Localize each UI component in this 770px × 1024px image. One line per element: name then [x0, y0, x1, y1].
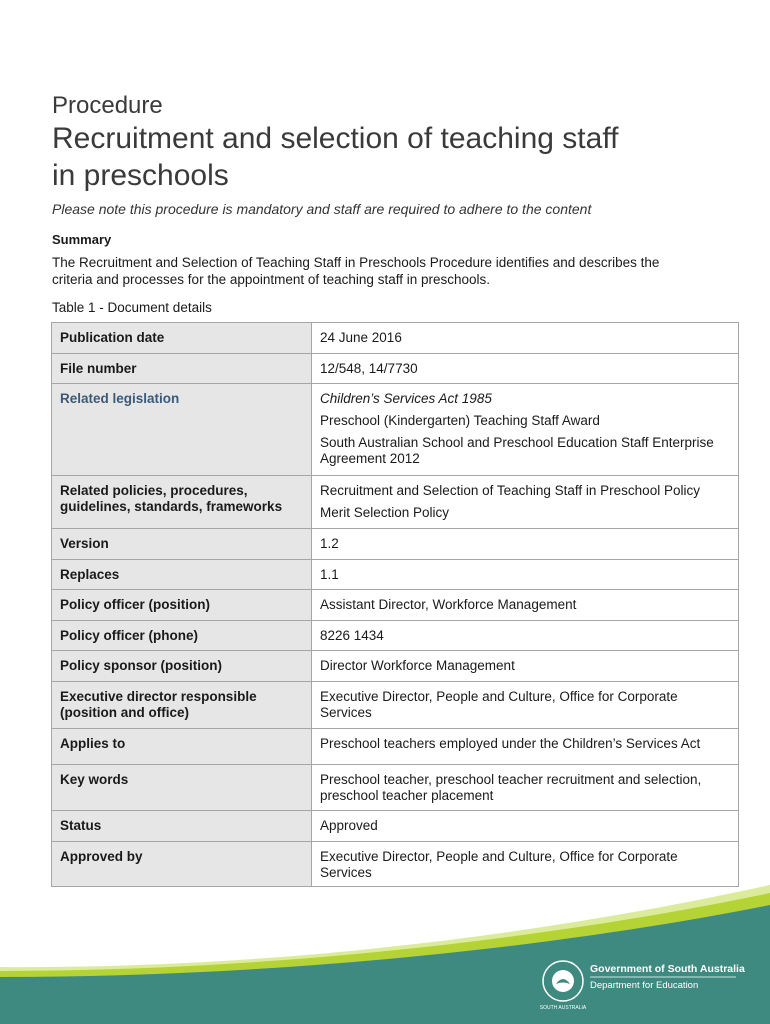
table-row — [52, 560, 739, 590]
row-value — [312, 651, 739, 682]
row-label: Policy officer (position) — [52, 590, 312, 621]
row-label: Approved by — [52, 842, 312, 887]
crest-text: SOUTH AUSTRALIA — [539, 1005, 587, 1011]
page-title-line-1: Recruitment and selection of teaching staff — [52, 122, 619, 155]
table-row — [52, 765, 739, 811]
row-value — [312, 590, 739, 621]
value-line: Approved — [320, 818, 378, 833]
row-label: File number — [52, 354, 312, 384]
row-label: Policy officer (phone) — [52, 621, 312, 651]
summary-line-2: criteria and processes for the appointment of teaching staff in preschools. — [52, 271, 490, 287]
row-value — [312, 682, 739, 729]
row-value — [312, 729, 739, 765]
row-label: Related legislation — [52, 384, 312, 476]
row-label: Status — [52, 811, 312, 842]
row-label: Executive director responsible (position and office) — [52, 682, 312, 729]
row-label: Publication date — [52, 323, 312, 354]
footer-banner — [0, 885, 770, 1024]
table-caption: Table 1 - Document details — [52, 300, 212, 315]
value-line: South Australian School and Preschool Education Staff Enterprise Agreement 2012 — [320, 435, 714, 466]
row-label: Version — [52, 529, 312, 560]
table-row — [52, 590, 739, 621]
row-value — [312, 354, 739, 384]
value-line: Assistant Director, Workforce Management — [320, 597, 577, 612]
table-row — [52, 651, 739, 682]
row-value — [312, 811, 739, 842]
value-line: 1.2 — [320, 536, 339, 551]
table-row — [52, 842, 739, 887]
row-label: Policy sponsor (position) — [52, 651, 312, 682]
row-value — [312, 621, 739, 651]
summary-heading: Summary — [52, 232, 112, 247]
table-row — [52, 323, 739, 354]
row-label: Replaces — [52, 560, 312, 590]
row-value — [312, 560, 739, 590]
value-line: 12/548, 14/7730 — [320, 361, 418, 376]
document-details-table — [51, 322, 739, 887]
page-title — [52, 120, 732, 194]
row-value — [312, 384, 739, 476]
value-line: Recruitment and Selection of Teaching Staff in Preschool Policy — [320, 483, 700, 498]
value-line: Director Workforce Management — [320, 658, 515, 673]
table-row — [52, 354, 739, 384]
mandatory-notice: Please note this procedure is mandatory and staff are required to adhere to the content — [52, 201, 592, 217]
row-label: Key words — [52, 765, 312, 811]
table-row — [52, 811, 739, 842]
page-title-line-2: in preschools — [52, 159, 229, 192]
row-value — [312, 529, 739, 560]
table-row — [52, 729, 739, 765]
table-row — [52, 621, 739, 651]
table-row — [52, 529, 739, 560]
row-value — [312, 476, 739, 529]
row-value — [312, 765, 739, 811]
footer-government-name: Government of South Australia — [590, 963, 745, 975]
value-line: Preschool teacher, preschool teacher recruitment and selection, preschool teacher placement — [320, 772, 702, 803]
value-line: Preschool teachers employed under the Children’s Services Act — [320, 736, 701, 751]
value-line: Preschool (Kindergarten) Teaching Staff Award — [320, 413, 600, 428]
summary-line-1: The Recruitment and Selection of Teaching Staff in Preschools Procedure identifies and describes the — [52, 255, 660, 270]
row-value — [312, 323, 739, 354]
row-value — [312, 842, 739, 887]
value-line: Executive Director, People and Culture, Office for Corporate Services — [320, 849, 678, 880]
footer-department-name: Department for Education — [590, 980, 699, 991]
row-label: Related policies, procedures, guidelines, standards, frameworks — [52, 476, 312, 529]
summary-text — [52, 255, 722, 288]
value-line: Children’s Services Act 1985 — [320, 391, 492, 406]
row-label: Applies to — [52, 729, 312, 765]
table-row — [52, 476, 739, 529]
value-line: 1.1 — [320, 567, 339, 582]
table-row — [52, 682, 739, 729]
value-line: Executive Director, People and Culture, Office for Corporate Services — [320, 689, 678, 720]
doc-type-label: Procedure — [52, 92, 163, 119]
table-row — [52, 384, 739, 476]
value-line: 24 June 2016 — [320, 330, 402, 345]
value-line: Merit Selection Policy — [320, 505, 450, 520]
value-line: 8226 1434 — [320, 628, 384, 643]
